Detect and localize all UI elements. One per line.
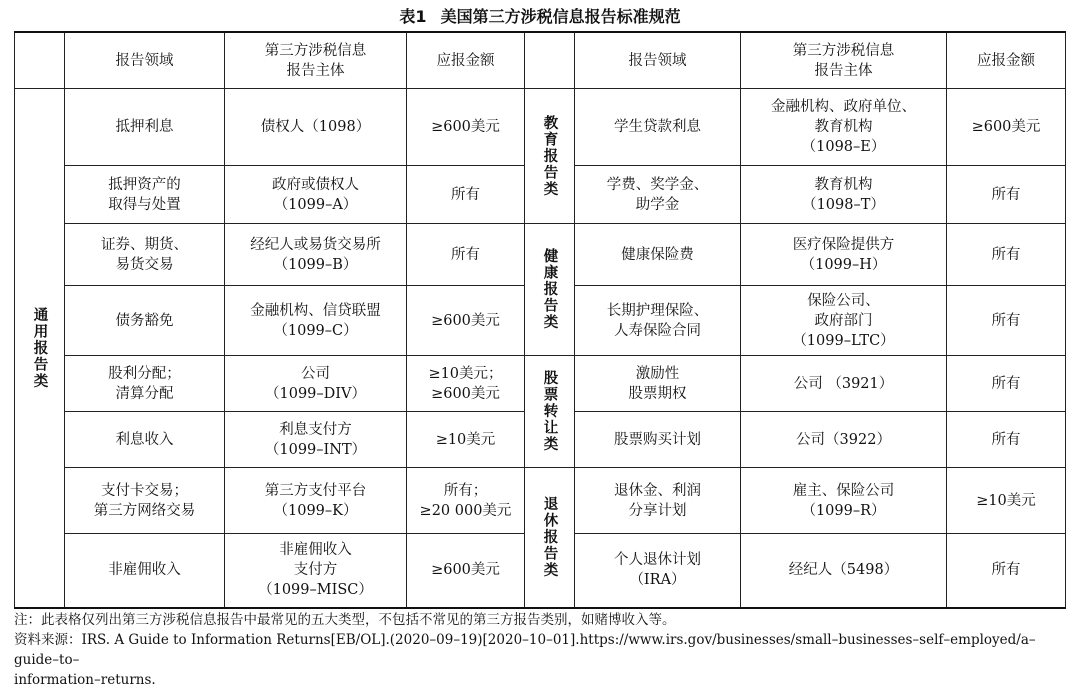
cell-amount-right-line: 所有 <box>991 246 1021 263</box>
cell-entity-right <box>741 356 947 412</box>
cell-entity-left <box>225 412 407 468</box>
cell-amount-left <box>407 286 525 356</box>
cell-amount-right-line: 所有 <box>991 431 1021 448</box>
cell-field-left-line: 股利分配； <box>108 365 181 382</box>
cell-entity-right-line: 雇主、保险公司 <box>792 482 895 499</box>
cell-field-right-line: 助学金 <box>635 196 680 213</box>
cell-field-right-line: 健康保险费 <box>621 246 694 263</box>
cell-field-left-line: 易货交易 <box>115 256 174 273</box>
cell-entity-left-line: 债权人（1098） <box>260 119 371 135</box>
group-right-2-label: 股票转让类 <box>541 370 558 453</box>
header-field-right: 报告领域 <box>575 32 741 89</box>
cell-amount-left-line: ≥600美元 <box>431 119 500 135</box>
cell-amount-right-line: 所有 <box>991 312 1021 329</box>
cell-entity-left <box>225 286 407 356</box>
cell-field-left <box>65 412 225 468</box>
cell-entity-left-line: （1099–INT） <box>264 441 367 458</box>
table-notes <box>14 610 1066 690</box>
cell-entity-right <box>741 89 947 166</box>
cell-field-left-line: 利息收入 <box>115 431 174 448</box>
cell-field-right <box>575 412 741 468</box>
table-row <box>15 89 1066 166</box>
cell-entity-left <box>225 89 407 166</box>
cell-entity-left-line: 政府或债权人 <box>272 176 359 193</box>
cell-field-left-line: 抵押资产的 <box>108 176 181 193</box>
cell-amount-left-line: 所有 <box>451 246 480 263</box>
note-text: 注：此表格仅列出第三方涉税信息报告中最常见的五大类型，不包括不常见的第三方报告类别，如赌博收入等。 <box>14 612 676 628</box>
cell-entity-left <box>225 534 407 608</box>
cell-entity-right-line: 公司（3922） <box>796 431 891 448</box>
cell-entity-left-line: （1099–MISC） <box>258 582 373 599</box>
group-right-0-label: 教育报告类 <box>541 114 558 198</box>
cell-entity-left <box>225 224 407 286</box>
group-general <box>15 89 65 608</box>
cell-field-right <box>575 286 741 356</box>
header-amount-right: 应报金额 <box>947 32 1066 89</box>
cell-entity-left-line: 公司 <box>301 365 330 382</box>
cell-field-right-line: 学生贷款利息 <box>614 119 701 135</box>
cell-amount-left-line: ≥600美元 <box>431 385 500 402</box>
cell-entity-right <box>741 286 947 356</box>
table-row <box>15 356 1066 412</box>
cell-field-right-line: 激励性 <box>635 365 680 382</box>
table-title: 美国第三方涉税信息报告标准规范 <box>440 7 681 26</box>
group-right-3-label: 退休报告类 <box>541 496 558 579</box>
cell-entity-right-line: （1099–LTC） <box>792 332 895 349</box>
tax-report-table <box>14 31 1066 609</box>
cell-field-right <box>575 224 741 286</box>
cell-field-left <box>65 89 225 166</box>
cell-amount-left-line: ≥600美元 <box>431 562 500 579</box>
header-group-right <box>525 32 575 89</box>
cell-field-right-line: 股票购买计划 <box>614 431 701 448</box>
header-group-left <box>15 32 65 89</box>
cell-amount-right-line: 所有 <box>991 562 1021 579</box>
cell-field-right-line: 个人退休计划 <box>614 552 701 569</box>
group-right-3 <box>525 468 575 608</box>
header-entity-right: 第三方涉税信息 报告主体 <box>741 32 947 89</box>
cell-amount-right <box>947 468 1066 534</box>
cell-field-right <box>575 166 741 224</box>
cell-field-left <box>65 468 225 534</box>
cell-amount-left <box>407 468 525 534</box>
cell-amount-left <box>407 89 525 166</box>
cell-field-left <box>65 224 225 286</box>
cell-amount-left <box>407 224 525 286</box>
cell-amount-left-line: ≥20 000美元 <box>419 502 512 519</box>
cell-entity-right-line: 公司 （3921） <box>793 375 894 392</box>
cell-field-right-line: 长期护理保险、 <box>606 302 709 319</box>
source-line-2: information–returns. <box>14 672 156 688</box>
group-right-1-label: 健康报告类 <box>541 248 558 331</box>
cell-amount-left-line: 所有 <box>451 186 480 203</box>
cell-field-right-line: 人寿保险合同 <box>614 322 701 339</box>
cell-field-left-line: 债务豁免 <box>115 312 174 329</box>
cell-amount-right-line: ≥600美元 <box>971 119 1041 135</box>
cell-amount-right <box>947 534 1066 608</box>
cell-entity-right <box>741 224 947 286</box>
cell-entity-left <box>225 468 407 534</box>
cell-field-right <box>575 534 741 608</box>
cell-amount-right <box>947 356 1066 412</box>
group-right-1 <box>525 224 575 356</box>
cell-entity-left-line: （1099–K） <box>273 502 358 519</box>
table-number: 表1 <box>399 7 427 26</box>
cell-field-left-line: 支付卡交易； <box>101 482 188 499</box>
cell-entity-left-line: 支付方 <box>293 562 338 579</box>
cell-amount-right <box>947 166 1066 224</box>
cell-field-left <box>65 286 225 356</box>
cell-amount-right-line: ≥10美元 <box>976 492 1036 509</box>
group-right-0 <box>525 89 575 224</box>
cell-field-right-line: 学费、奖学金、 <box>606 176 709 193</box>
cell-field-left-line: 非雇佣收入 <box>108 562 181 579</box>
cell-amount-left-line: ≥10美元 <box>435 431 496 448</box>
table-caption <box>0 4 1080 27</box>
cell-field-right <box>575 356 741 412</box>
cell-entity-right-line: （1099–H） <box>800 256 887 273</box>
cell-field-left <box>65 356 225 412</box>
cell-entity-left-line: 经纪人或易货交易所 <box>250 236 381 253</box>
cell-field-left-line: 抵押利息 <box>115 119 174 135</box>
cell-field-right <box>575 89 741 166</box>
cell-amount-left-line: ≥600美元 <box>431 312 500 329</box>
cell-amount-left <box>407 534 525 608</box>
cell-entity-right-line: 经纪人（5498） <box>788 562 899 579</box>
cell-entity-right-line: （1099–R） <box>801 502 886 519</box>
cell-field-right-line: 股票期权 <box>628 385 687 402</box>
cell-entity-left-line: 第三方支付平台 <box>264 482 367 499</box>
source-line-1: 资料来源：IRS. A Guide to Information Returns[EB/OL].(2020–09–19)[2020–10–01].https://www.irs.gov/businesses/small–businesses–self–employed/a–guide–to– <box>14 632 1036 668</box>
cell-field-left-line: 第三方网络交易 <box>93 502 196 519</box>
cell-entity-left-line: （1099–B） <box>273 256 358 273</box>
cell-entity-right-line: （1098–E） <box>801 139 886 155</box>
group-right-2 <box>525 356 575 468</box>
cell-field-right-line: （IRA） <box>629 572 686 589</box>
cell-entity-left-line: 非雇佣收入 <box>279 542 352 559</box>
header-entity-left: 第三方涉税信息 报告主体 <box>225 32 407 89</box>
cell-field-left <box>65 534 225 608</box>
cell-entity-left-line: （1099–C） <box>273 322 358 339</box>
cell-amount-left-line: 所有； <box>443 482 488 499</box>
cell-entity-right-line: 医疗保险提供方 <box>792 236 895 253</box>
cell-field-right-line: 退休金、利润 <box>614 482 701 499</box>
cell-amount-right-line: 所有 <box>991 186 1021 203</box>
cell-entity-left-line: 金融机构、信贷联盟 <box>250 302 381 319</box>
cell-entity-left <box>225 356 407 412</box>
cell-entity-left-line: （1099–A） <box>273 196 358 213</box>
cell-field-left-line: 证券、期货、 <box>101 236 188 253</box>
table-row <box>15 468 1066 534</box>
cell-field-left-line: 取得与处置 <box>108 196 181 213</box>
cell-entity-right-line: 金融机构、政府单位、 <box>771 99 916 115</box>
cell-entity-right <box>741 534 947 608</box>
cell-field-right <box>575 468 741 534</box>
cell-amount-left-line: ≥10美元； <box>428 365 503 382</box>
cell-amount-right <box>947 412 1066 468</box>
cell-entity-right-line: （1098–T） <box>802 196 885 213</box>
cell-amount-right <box>947 224 1066 286</box>
table-row <box>15 224 1066 286</box>
cell-amount-left <box>407 356 525 412</box>
cell-field-left-line: 清算分配 <box>115 385 174 402</box>
cell-entity-left-line: （1099–DIV） <box>265 385 366 402</box>
cell-field-left <box>65 166 225 224</box>
cell-entity-right-line: 教育机构 <box>814 176 873 193</box>
cell-amount-right-line: 所有 <box>991 375 1021 392</box>
cell-entity-right-line: 保险公司、 <box>807 292 880 309</box>
cell-entity-right <box>741 412 947 468</box>
header-row <box>15 32 1066 89</box>
cell-entity-left-line: 利息支付方 <box>279 421 352 438</box>
cell-field-right-line: 分享计划 <box>628 502 687 519</box>
cell-entity-right-line: 政府部门 <box>814 312 873 329</box>
cell-amount-left <box>407 166 525 224</box>
cell-entity-right-line: 教育机构 <box>814 119 873 135</box>
cell-amount-right <box>947 89 1066 166</box>
header-amount-left: 应报金额 <box>407 32 525 89</box>
cell-entity-right <box>741 166 947 224</box>
header-field-left: 报告领域 <box>65 32 225 89</box>
cell-entity-right <box>741 468 947 534</box>
group-general-label: 通用报告类 <box>31 306 48 389</box>
cell-amount-left <box>407 412 525 468</box>
cell-amount-right <box>947 286 1066 356</box>
cell-entity-left <box>225 166 407 224</box>
